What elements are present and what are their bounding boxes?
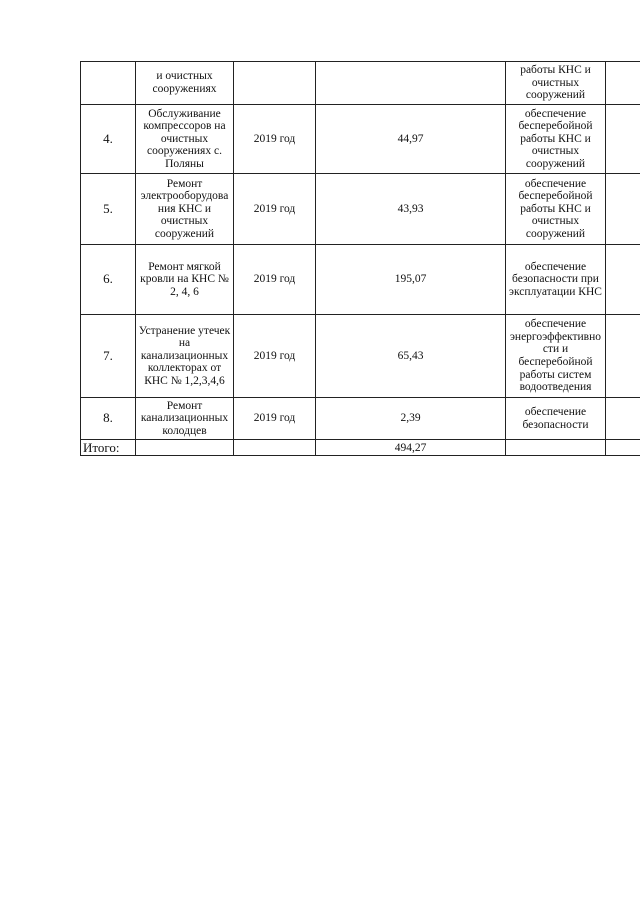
cost-cell: 65,43	[316, 315, 506, 398]
work-name-cell: Ремонт канализационных колодцев	[136, 398, 234, 440]
purpose-cell: обеспечение безопасности	[506, 398, 606, 440]
row-number-cell: 6.	[81, 245, 136, 315]
period-cell: 2019 год	[234, 245, 316, 315]
period-cell: 2019 год	[234, 105, 316, 174]
purpose-cell: обеспечение бесперебойной работы КНС и очистных сооружений	[506, 105, 606, 174]
period-cell: 2019 год	[234, 315, 316, 398]
table-row	[81, 315, 640, 398]
work-name-cell: Ремонт мягкой кровли на КНС № 2, 4, 6	[136, 245, 234, 315]
purpose-cell: обеспечение бесперебойной работы КНС и очистных сооружений	[506, 174, 606, 245]
table-row	[81, 174, 640, 245]
cost-cell: 43,93	[316, 174, 506, 245]
empty-cell	[234, 440, 316, 456]
period-cell: 2019 год	[234, 398, 316, 440]
purpose-cell: обеспечение безопасности при эксплуатации КНС	[506, 245, 606, 315]
works-table	[80, 61, 640, 456]
cost-cell: 44,97	[316, 105, 506, 174]
purpose-cell: обеспечение энергоэффективности и бесперебойной работы систем водоотведения	[506, 315, 606, 398]
row-number-cell: 5.	[81, 174, 136, 245]
empty-cell	[606, 398, 640, 440]
work-name-cell: Устранение утечек на канализационных коллекторах от КНС № 1,2,3,4,6	[136, 315, 234, 398]
table-row	[81, 62, 640, 105]
work-name-cell: Обслуживание компрессоров на очистных сооружениях с. Поляны	[136, 105, 234, 174]
total-cost: 494,27	[316, 440, 506, 456]
row-number-cell: 4.	[81, 105, 136, 174]
row-number-cell: 8.	[81, 398, 136, 440]
work-name-cell: Ремонт электрооборудования КНС и очистных сооружений	[136, 174, 234, 245]
cost-cell: 2,39	[316, 398, 506, 440]
period-cell: 2019 год	[234, 174, 316, 245]
empty-cell	[606, 174, 640, 245]
empty-cell	[606, 105, 640, 174]
empty-cell	[606, 245, 640, 315]
empty-cell	[136, 440, 234, 456]
period-cell	[234, 62, 316, 105]
cost-cell	[316, 62, 506, 105]
cost-cell: 195,07	[316, 245, 506, 315]
purpose-cell: работы КНС и очистных сооружений	[506, 62, 606, 105]
empty-cell	[606, 440, 640, 456]
empty-cell	[506, 440, 606, 456]
table-row	[81, 245, 640, 315]
work-name-cell: и очистных сооружениях	[136, 62, 234, 105]
empty-cell	[606, 62, 640, 105]
total-row	[81, 440, 640, 456]
row-number-cell	[81, 62, 136, 105]
table-row	[81, 398, 640, 440]
row-number-cell: 7.	[81, 315, 136, 398]
total-label: Итого:	[81, 440, 136, 456]
empty-cell	[606, 315, 640, 398]
table-row	[81, 105, 640, 174]
